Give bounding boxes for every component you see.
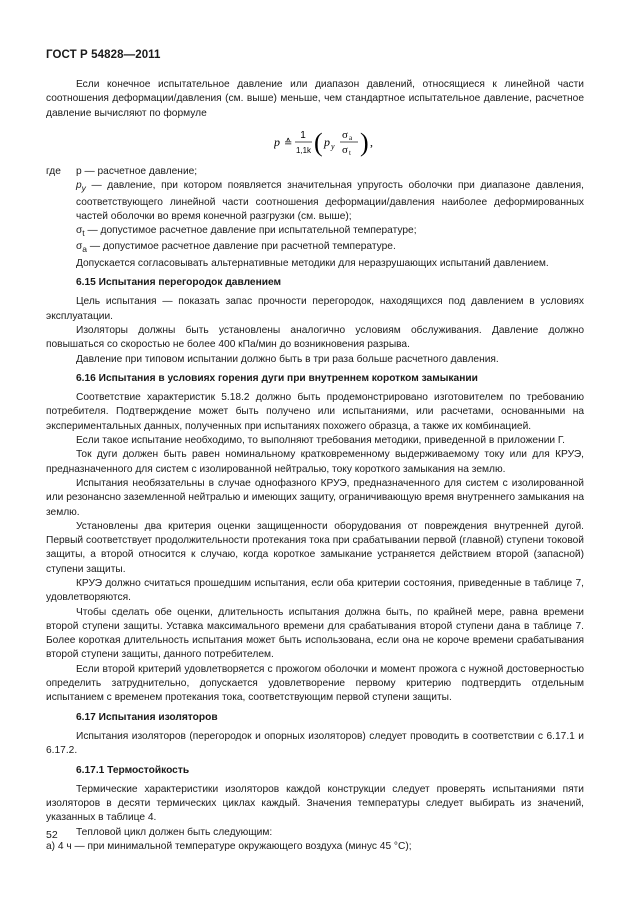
formula-sigma-a: σ bbox=[342, 128, 348, 141]
where-label: где bbox=[46, 165, 61, 177]
s616-p8: Если второй критерий удовлетворяется с прожогом оболочки и момент прожога с нужной достоверностью определить затруднительно, допускается удовлетворение первому критерию подтвердить отдельным испытанием с временем протекания тока, соответствующим первой ступени защиты. bbox=[46, 663, 584, 704]
document-body bbox=[46, 78, 584, 854]
def-sigma-t bbox=[76, 224, 584, 240]
s615-p2: Изоляторы должны быть установлены аналогично условиям обслуживания. Давление должно повышаться со скоростью не более 400 кПа/мин до возникновения разрыва. bbox=[46, 324, 584, 351]
formula-lhs: p bbox=[274, 134, 280, 149]
heading-6-15: 6.15 Испытания перегородок давлением bbox=[76, 277, 282, 289]
s615-p3: Давление при типовом испытании должно быть в три раза больше расчетного давления. bbox=[76, 353, 499, 365]
formula-paren-close: ) bbox=[360, 127, 369, 157]
where-p-def: p — расчетное давление; bbox=[76, 165, 198, 177]
sigma-a-symbol: σ bbox=[76, 241, 83, 253]
sigma-a-definition: — допустимое расчетное давление при расчетной температуре. bbox=[87, 241, 396, 253]
def-sigma-a bbox=[76, 240, 584, 256]
where-block bbox=[46, 165, 584, 179]
heading-6-17-1: 6.17.1 Термостойкость bbox=[76, 764, 190, 776]
formula-sigma-a-sub: a bbox=[349, 133, 353, 142]
formula-approx: ≙ bbox=[284, 137, 293, 149]
s6171-p1: Термические характеристики изоляторов каждой конструкции следует проверять испытаниями пяти изоляторов в десяти термических циклах каждый. Значения температуры следует выбирать из значений, указанных в таблице 4. bbox=[46, 783, 584, 824]
formula-fraction-den: 1,1k bbox=[295, 145, 312, 155]
formula-comma: , bbox=[370, 134, 373, 149]
intro-paragraph: Если конечное испытательное давление или диапазон давлений, относящиеся к линейной части соотношения деформации/давления (см. выше) меньше, чем стандартное испытательное давление, расчетное давление вычисляют по формуле bbox=[46, 79, 584, 119]
document-header: ГОСТ Р 54828—2011 bbox=[46, 49, 161, 61]
py-definition: — давление, при котором появляется значительная упругость оболочки при диапазоне давления, соответствующего линейной части соотношения деформации/давления наиболее деформированных частей оболочки во время конечной разгрузки (см. выше); bbox=[76, 180, 584, 222]
s616-p6: КРУЭ должно считаться прошедшим испытания, если оба критерии состояния, приведенные в таблице 7, удовлетворяются. bbox=[46, 578, 584, 604]
alt-methods: Допускается согласовывать альтернативные методики для неразрушающих испытаний давлением. bbox=[76, 257, 549, 269]
s615-p1: Цель испытания — показать запас прочности перегородок, находящихся под давлением в условиях эксплуатации. bbox=[46, 296, 584, 322]
formula-p-sub: y bbox=[331, 141, 335, 151]
sigma-t-symbol: σ bbox=[76, 225, 83, 237]
heading-6-16: 6.16 Испытания в условиях горения дуги при внутреннем коротком замыкании bbox=[76, 372, 478, 384]
formula-graphic bbox=[274, 123, 414, 163]
s6171-p2: Тепловой цикл должен быть следующим: bbox=[76, 826, 273, 838]
s616-p4: Испытания необязательны в случае однофазного КРУЭ, предназначенного для систем с изолированной или резонансно заземленной нейтралью и имеющих защиту, ограничивающую время внутреннего замыкания на землю. bbox=[46, 477, 584, 518]
formula bbox=[46, 121, 584, 165]
definitions-list bbox=[46, 179, 584, 271]
s616-p2: Если такое испытание необходимо, то выполняют требования методики, приведенной в приложении Г. bbox=[76, 435, 566, 447]
s617-p1: Испытания изоляторов (перегородок и опорных изоляторов) следует проводить в соответствии с 6.17.1 и 6.17.2. bbox=[46, 730, 584, 757]
formula-p: p bbox=[324, 134, 330, 149]
py-subscript: y bbox=[81, 183, 86, 194]
formula-sigma-t: σ bbox=[342, 143, 348, 156]
sigma-t-definition: — допустимое расчетное давление при испытательной температуре; bbox=[84, 225, 417, 237]
s616-p1: Соответствие характеристик 5.18.2 должно быть продемонстрировано изготовителем по требованию потребителя. Подтверждение может быть получено или испытаниями, или расчетами, основанными на экспериментальных данных, полученных при испытаниях похожего образца, а также их комбинацией. bbox=[46, 392, 584, 432]
s6171-p3: а) 4 ч — при минимальной температуре окружающего воздуха (минус 45 °С); bbox=[46, 841, 412, 853]
py-symbol: p bbox=[76, 180, 82, 192]
formula-paren-open: ( bbox=[314, 127, 323, 157]
formula-sigma-t-sub: t bbox=[349, 148, 351, 157]
s616-p5: Установлены два критерия оценки защищенности оборудования от повреждения внутренней дугой. Первый соответствует продолжительности протекания тока при срабатывании первой (главной) ступени токовой защиты, а второй относится к случаю, когда короткое замыкание устраняется действием второй (запасной) ступени защиты. bbox=[46, 520, 584, 575]
sigma-a-subscript: a bbox=[82, 244, 88, 255]
s616-p3: Ток дуги должен быть равен номинальному кратковременному выдерживаемому току или для КРУЭ, предназначенного для систем с изолированной нейтралью, току короткого замыкания на землю. bbox=[46, 449, 584, 475]
s616-p7: Чтобы сделать обе оценки, длительность испытания должна быть, по крайней мере, равна времени второй ступени защиты. Уставка максимального времени для срабатывания второй ступени дана в таблице 7. Более короткая длительность испытания может быть использована, если она не короче времени срабатывания второй ступени защиты, данного потребителем. bbox=[46, 606, 584, 661]
sigma-t-subscript: t bbox=[82, 228, 85, 239]
heading-6-17: 6.17 Испытания изоляторов bbox=[76, 711, 218, 723]
def-py bbox=[76, 179, 584, 224]
formula-fraction-num: 1 bbox=[300, 129, 306, 141]
page-number: 52 bbox=[46, 829, 58, 841]
